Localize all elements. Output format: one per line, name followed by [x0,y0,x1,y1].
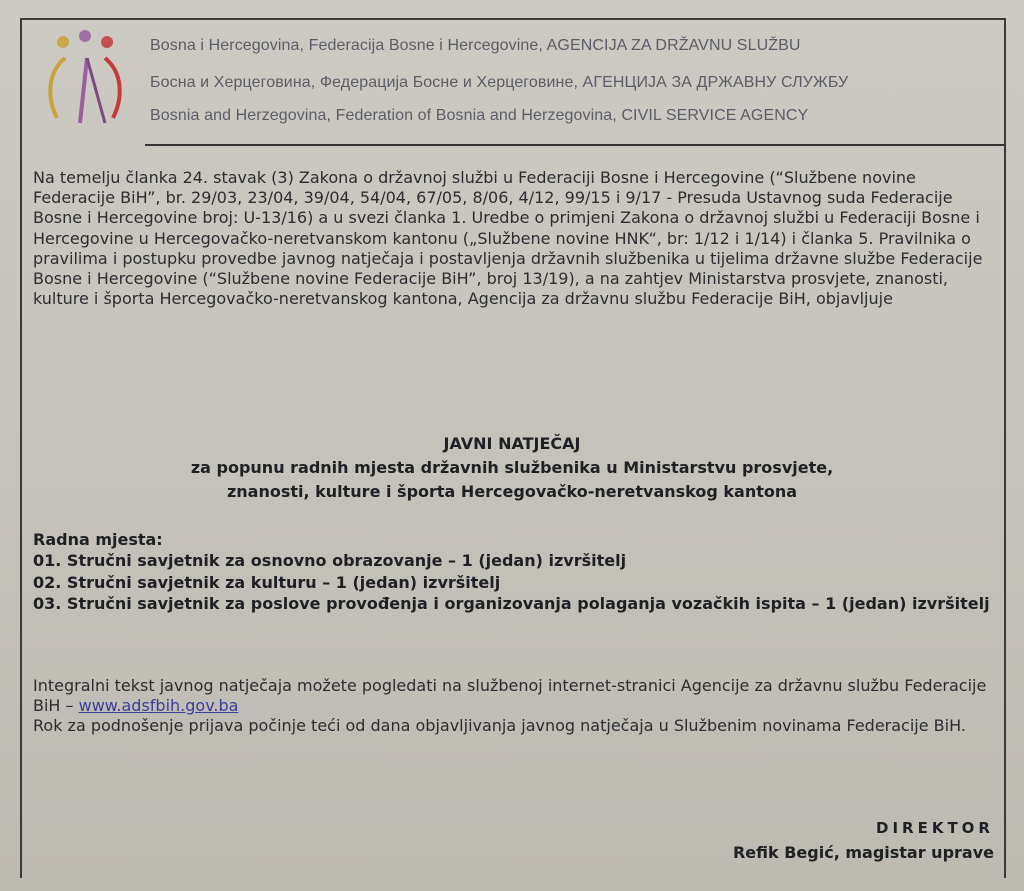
agency-website-link[interactable]: www.adsfbih.gov.ba [78,696,239,716]
notice-subtitle-line-1: za popunu radnih mjesta državnih službenika u Ministarstvu prosvjete, [190,458,834,477]
agency-name-cyrillic: Босна и Херцеговина, Федерација Босне и Херцеговине, АГЕНЦИЈА ЗА ДРЖАВНУ СЛУЖБУ [150,74,849,91]
positions-heading: Radna mjesta: [33,530,163,549]
position-item: 02. Stručni savjetnik za kulturu – 1 (jedan) izvršitelj [33,572,501,592]
deadline-text: Rok za podnošenje prijava počinje teći od dana objavljivanja javnog natječaja u Službenim novinama Federacije BiH. [33,716,966,736]
legal-basis-paragraph: Na temelju članka 24. stavak (3) Zakona o državnoj službi u Federaciji Bosne i Hercegovine (“Službene novine Federacije BiH”, br. 29/03, 23/04, 39/04, 54/04, 67/05, 8/06, 4/12, 99/15 i 9/17 - Presuda Ustavnog suda Federacije Bosne i Hercegovine broj: U-13/16) a u svezi članka 1. Uredbe o primjeni Zakona o državnoj službi u Federaciji Bosne i Hercegovine u Hercegovačko-neretvanskom kantonu („Službene novine HNK“, br: 1/12 i 1/14) i članka 5. Pravilnika o pravilima i postupku provedbe javnog natječaja i postavljenja državnih službenika u tijelima državne službe Federacije Bosne i Hercegovine (“Službene novine Federacije BiH”, broj 13/19), a na zahtjev Ministarstva prosvjete, znanosti, kulture i športa Hercegovačko-neretvanskog kantona, Agencija za državnu službu Federacije BiH, objavljuje [33,168,983,309]
position-item: 01. Stručni savjetnik za osnovno obrazovanje – 1 (jedan) izvršitelj [33,551,627,571]
positions-list [33,529,998,615]
signature-name: Refik Begić, magistar uprave [732,843,994,862]
agency-name-english: Bosnia and Herzegovina, Federation of Bosnia and Herzegovina, CIVIL SERVICE AGENCY [150,107,809,124]
signature-title: DIREKTOR [876,819,994,837]
agency-name-latin: Bosna i Hercegovina, Federacija Bosne i Hercegovine, AGENCIJA ZA DRŽAVNU SLUŽBU [150,37,801,54]
notice-subtitle-line-2: znanosti, kulture i športa Hercegovačko-neretvanskog kantona [226,482,798,501]
agency-logo-icon [35,28,135,138]
notice-title: JAVNI NATJEČAJ [443,434,581,453]
header-divider [145,144,1005,146]
frame-top-border [20,18,1005,20]
integral-text-paragraph [33,676,998,737]
position-item: 03. Stručni savjetnik za poslove provođenja i organizovanja polaganja vozačkih ispita – 1 (jedan) izvršitelj [33,594,990,614]
integral-text: Integralni tekst javnog natječaja možete pogledati na službenoj internet-stranici Agencije za državnu službu Federacije BiH – [33,676,987,716]
